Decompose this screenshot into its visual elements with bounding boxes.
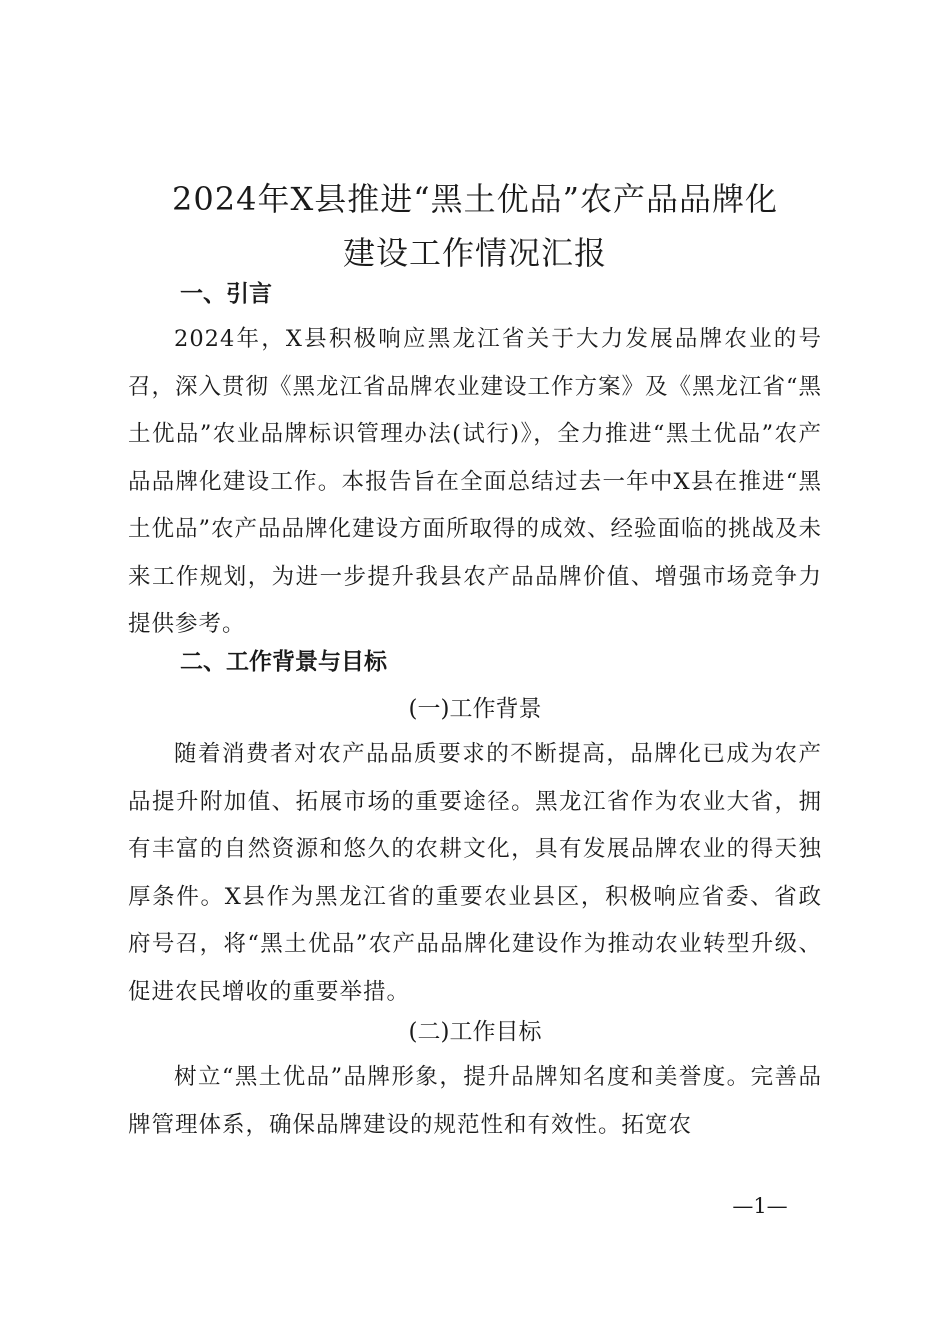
background-paragraph: 随着消费者对农产品品质要求的不断提高，品牌化已成为农产品提升附加值、拓展市场的重要途径。黑龙江省作为农业大省，拥有丰富的自然资源和悠久的农耕文化，具有发展品牌农业的得天独厚条件。X县作为黑龙江省的重要农业县区，积极响应省委、省政府号召，将“黑土优品”农产品品牌化建设作为推动农业转型升级、促进农民增收的重要举措。 xyxy=(128,741,822,1005)
page-number: —1— xyxy=(732,1194,788,1218)
section-heading-introduction: 一、引言 xyxy=(180,281,272,307)
subsection-heading-goals: (二)工作目标 xyxy=(408,1019,542,1045)
goals-paragraph: 树立“黑土优品”品牌形象，提升品牌知名度和美誉度。完善品牌管理体系，确保品牌建设的规范性和有效性。拓宽农 xyxy=(128,1064,822,1138)
subsection-heading-background: (一)工作背景 xyxy=(408,696,542,722)
introduction-paragraph: 2024年，X县积极响应黑龙江省关于大力发展品牌农业的号召，深入贯彻《黑龙江省品牌农业建设工作方案》及《黑龙江省“黑土优品”农业品牌标识管理办法(试行)》，全力推进“黑土优品”农产品品牌化建设工作。本报告旨在全面总结过去一年中X县在推进“黑土优品”农产品品牌化建设方面所取得的成效、经验面临的挑战及未来工作规划，为进一步提升我县农产品品牌价值、增强市场竞争力提供参考。 xyxy=(128,326,823,637)
section-heading-background-goals: 二、工作背景与目标 xyxy=(180,649,387,675)
title-line-1: 2024年X县推进“黑土优品”农产品品牌化 xyxy=(172,180,778,218)
document-title xyxy=(128,172,822,280)
title-line-2: 建设工作情况汇报 xyxy=(342,234,607,272)
